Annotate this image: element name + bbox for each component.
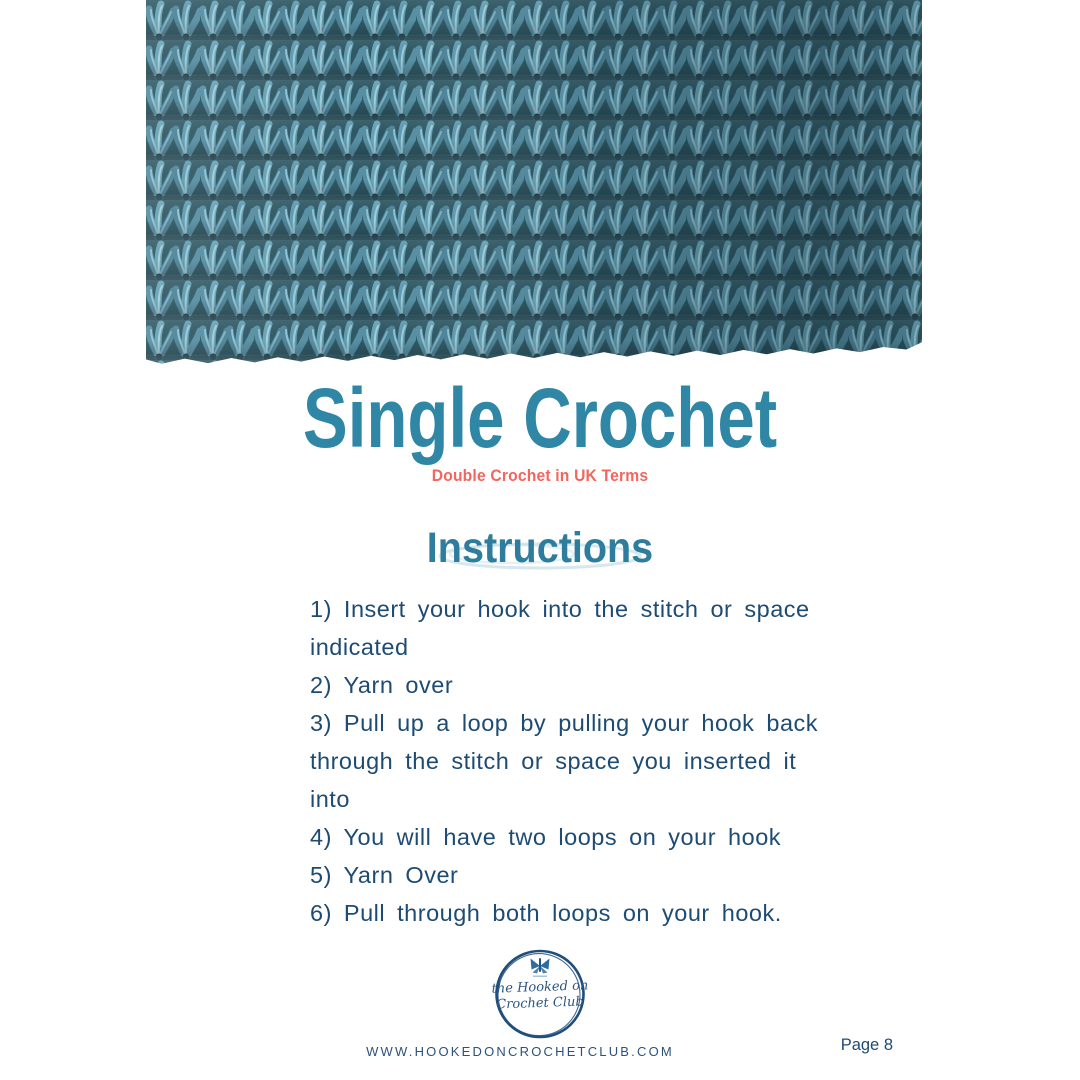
instructions-list <box>310 590 830 932</box>
website-url: WWW.HOOKEDONCROCHETCLUB.COM <box>366 1044 674 1059</box>
instruction-line: through the stitch or space you inserted it <box>310 748 797 774</box>
logo-caption-line <box>533 976 547 977</box>
page-number: Page 8 <box>840 1036 893 1054</box>
instruction-line: indicated <box>310 634 409 660</box>
instructions-heading: Instructions <box>426 524 654 572</box>
instruction-line: into <box>310 786 350 812</box>
instruction-line: 2) Yarn over <box>310 672 454 698</box>
subtitle-uk-terms: Double Crochet in UK Terms <box>431 466 649 485</box>
logo-text-line1: the Hooked on <box>491 978 589 997</box>
instruction-line: 6) Pull through both loops on your hook. <box>310 900 782 926</box>
crochet-texture <box>146 0 922 366</box>
butterfly-icon <box>531 958 550 974</box>
instruction-line: 1) Insert your hook into the stitch or space <box>310 596 810 622</box>
crochet-swatch-photo <box>146 0 922 366</box>
page-title: Single Crochet <box>302 371 778 465</box>
instruction-line: 4) You will have two loops on your hook <box>310 824 782 850</box>
instruction-line: 5) Yarn Over <box>310 862 459 888</box>
logo-text-line2: Crochet Club <box>495 994 584 1013</box>
instruction-line: 3) Pull up a loop by pulling your hook back <box>310 710 819 736</box>
club-logo <box>488 945 592 1047</box>
